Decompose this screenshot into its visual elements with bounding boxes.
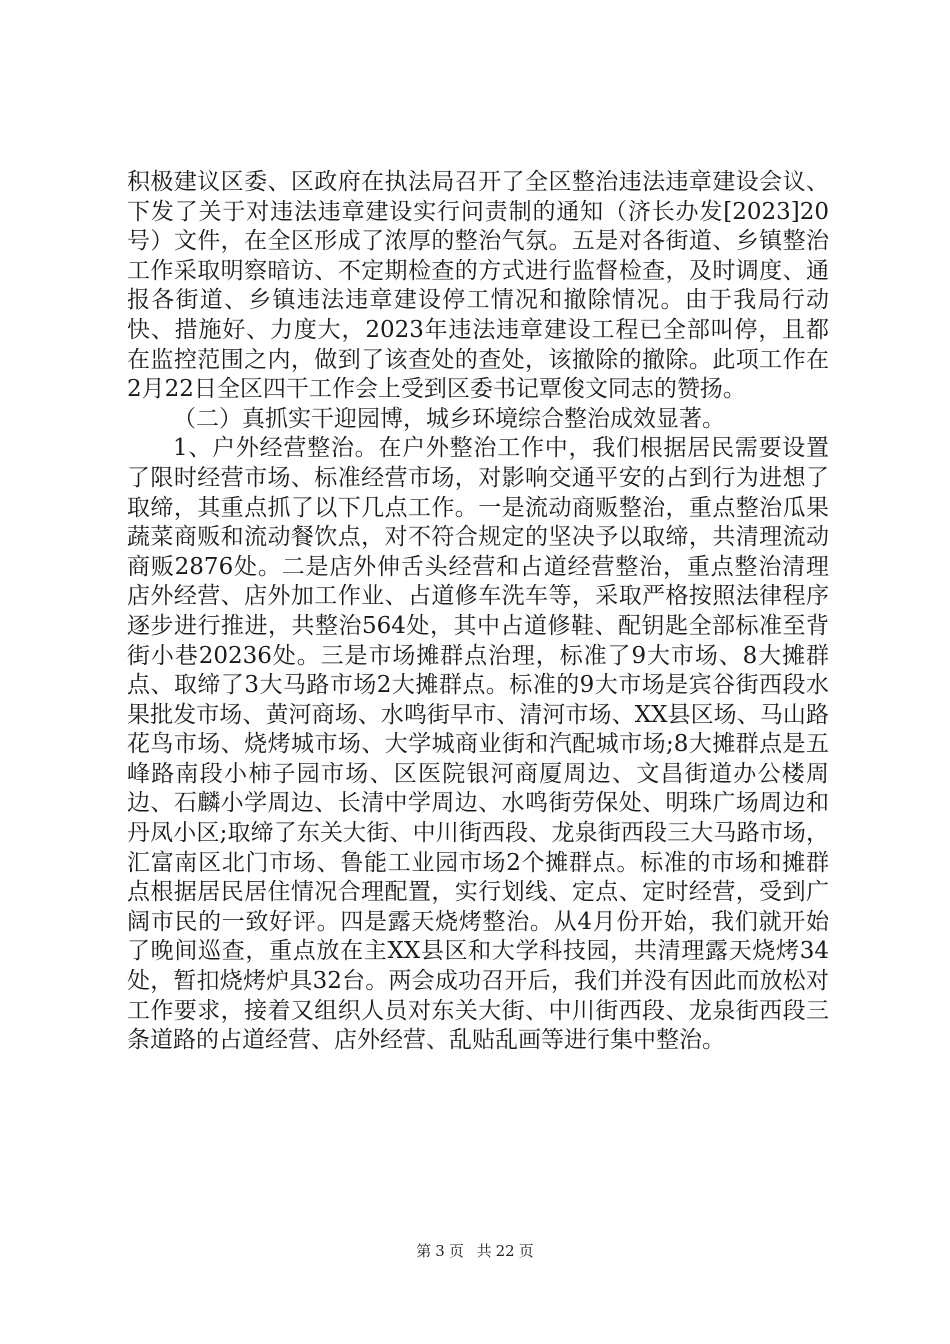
document-body bbox=[127, 168, 829, 1056]
section-heading-urban-environment: （二）真抓实干迎园博，城乡环境综合整治成效显著。 bbox=[173, 405, 725, 432]
paragraph-violation-rectification: 积极建议区委、区政府在执法局召开了全区整治违法违章建设会议、下发了关于对违法违章建设实行问责制的通知（济长办发[2023]20号）文件，在全区形成了浓厚的整治气氛。五是对各街道、乡镇整治工作采取明察暗访、不定期检查的方式进行监督检查，及时调度、通报各街道、乡镇违法违章建设停工情况和撤除情况。由于我局行动快、措施好、力度大，2023年违法违章建设工程已全部叫停，且都在监控范围之内，做到了该查处的查处，该撤除的撤除。此项工作在2月22日全区四干工作会上受到区委书记覃俊文同志的赞扬。 bbox=[127, 169, 829, 403]
page-total: 共 22 页 bbox=[476, 1242, 534, 1260]
page-number: 第 3 页 bbox=[416, 1242, 464, 1260]
paragraph-outdoor-business: 1、户外经营整治。在户外整治工作中，我们根据居民需要设置了限时经营市场、标准经营市场，对影响交通平安的占到行为进想了取缔，其重点抓了以下几点工作。一是流动商贩整治，重点整治瓜果蔬菜商贩和流动餐饮点，对不符合规定的坚决予以取缔，共清理流动商贩2876处。二是店外伸舌头经营和占道经营整治，重点整治清理店外经营、店外加工作业、占道修车洗车等，采取严格按照法律程序逐步进行推进，共整治564处，其中占道修鞋、配钥匙全部标准至背街小巷20236处。三是市场摊群点治理，标准了9大市场、8大摊群点、取缔了3大马路市场2大摊群点。标准的9大市场是宾谷街西段水果批发市场、黄河商场、水鸣街早市、清河市场、XX县区场、马山路花鸟市场、烧烤城市场、大学城商业街和汽配城市场;8大摊群点是五峰路南段小柿子园市场、区医院银河商厦周边、文昌街道办公楼周边、石麟小学周边、长清中学周边、水鸣街劳保处、明珠广场周边和丹凤小区;取缔了东关大街、中川街西段、龙泉街西段三大马路市场，汇富南区北门市场、鲁能工业园市场2个摊群点。标准的市场和摊群点根据居民居住情况合理配置，实行划线、定点、定时经营，受到广阔市民的一致好评。四是露天烧烤整治。从4月份开始，我们就开始了晚间巡查，重点放在主XX县区和大学科技园，共清理露天烧烤34处，暂扣烧烤炉具32台。两会成功召开后，我们并没有因此而放松对工作要求，接着又组织人员对东关大街、中川街西段、龙泉街西段三条道路的占道经营、店外经营、乱贴乱画等进行集中整治。 bbox=[127, 435, 829, 1054]
page-footer bbox=[0, 1240, 950, 1261]
